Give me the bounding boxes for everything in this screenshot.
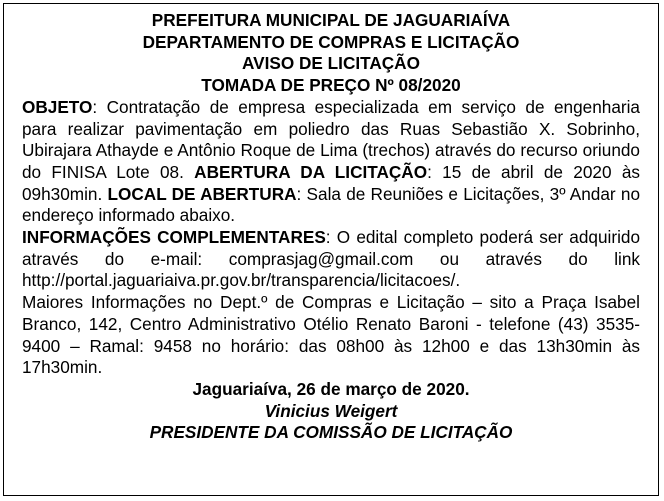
objeto-text: : Contratação de empresa especializada em serviço de engenharia para realizar pavimentação em poliedro das Ruas Sebastião X. Sobrinho, Ubirajara Athayde e Antônio Roque de Lima (trechos) através do recurso oriundo do FINISA Lote 08.	[22, 96, 640, 182]
signatory-role: PRESIDENTE DA COMISSÃO DE LICITAÇÃO	[149, 422, 513, 443]
objeto-label: OBJETO	[22, 96, 93, 117]
info-text-2: Maiores Informações no Dept.º de Compras e Licitação – sito a Praça Isabel Branco, 142, Centro Administrativo Otélio Renato Baroni - telefone (43) 3535-9400 – Ramal: 9458 no horário: das 08h00 às 12h00 e das 13h30min às 17h30min.	[22, 292, 640, 378]
header-line-3: AVISO DE LICITAÇÃO	[242, 53, 420, 74]
local-text: : Sala de Reuniões e Licitações, 3º Andar no endereço informado abaixo.	[22, 183, 640, 226]
info-paragraph	[22, 227, 640, 292]
header-line-2: DEPARTAMENTO DE COMPRAS E LICITAÇÃO	[142, 31, 520, 52]
info-text-1: : O edital completo poderá ser adquirido através do e-mail: comprasjag@gmail.com ou através do link http://portal.jaguariaiva.pr.gov.br/transparencia/licitacoes/.	[22, 227, 641, 291]
abertura-text: : 15 de abril de 2020 às 09h30min.	[22, 161, 640, 204]
signatory-name: Vinicius Weigert	[264, 400, 398, 421]
notice-date: Jaguariaíva, 26 de março de 2020.	[192, 378, 470, 399]
info-label: INFORMAÇÕES COMPLEMENTARES	[22, 227, 326, 248]
local-label: LOCAL DE ABERTURA	[107, 183, 297, 204]
objeto-paragraph	[22, 97, 640, 227]
header-line-4: TOMADA DE PREÇO Nº 08/2020	[201, 75, 461, 96]
abertura-label: ABERTURA DA LICITAÇÃO	[194, 161, 428, 182]
header-line-1: PREFEITURA MUNICIPAL DE JAGUARIAÍVA	[151, 10, 511, 30]
contact-paragraph	[22, 292, 640, 379]
licitacao-notice	[3, 3, 659, 496]
notice-header	[22, 10, 640, 97]
